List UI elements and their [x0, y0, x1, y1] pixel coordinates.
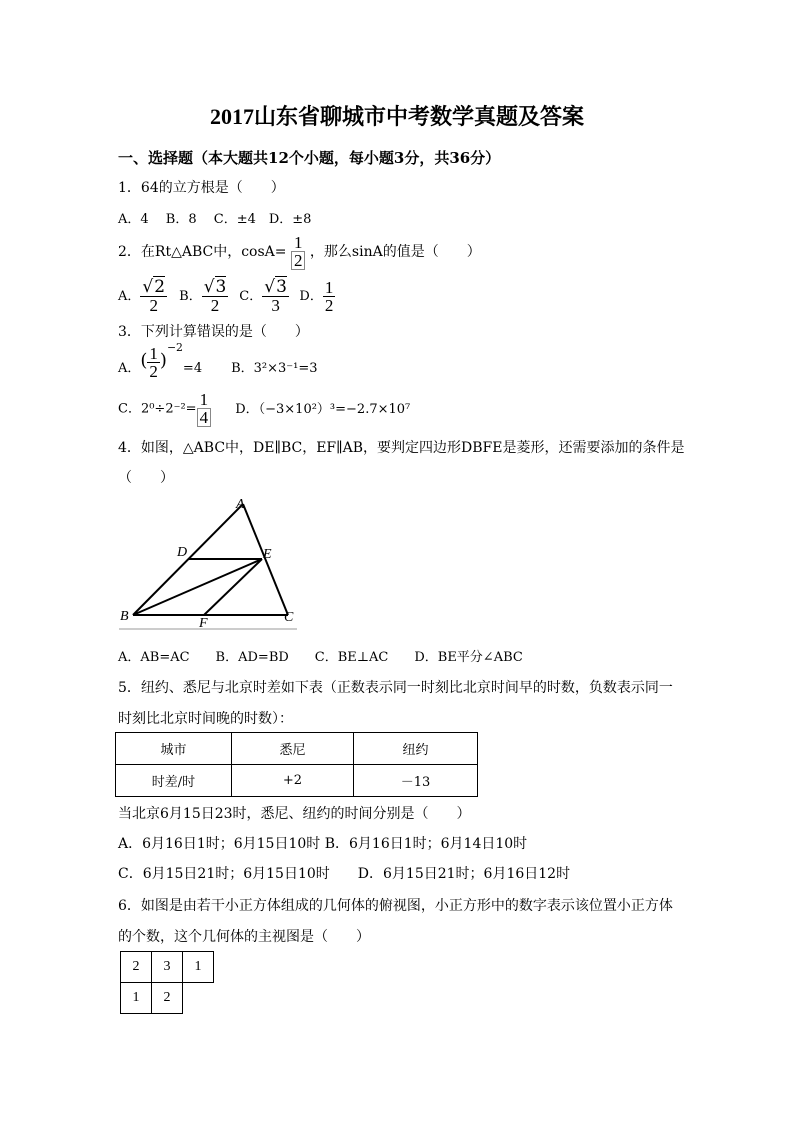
- q2-option-d: D． $\frac{1}{2}$: [299, 278, 334, 315]
- grid-cell: 3: [152, 952, 183, 983]
- top-view-grid: [120, 951, 214, 1014]
- table-cell: 城市: [116, 733, 232, 765]
- label-f: F: [199, 616, 208, 631]
- label-d: D: [177, 545, 188, 560]
- question-5-options-line2: C．6月15日21时；6月15日10时 D．6月15日21时；6月16日12时: [118, 866, 571, 882]
- grid-cell: 1: [183, 952, 214, 983]
- grid-cell: 2: [121, 952, 152, 983]
- q3-option-d: D．（−3×10²）³=−2.7×10⁷: [235, 401, 411, 417]
- table-cell: 纽约: [354, 733, 478, 765]
- q3-option-c-frac: $\frac{1}{4}$: [197, 391, 212, 427]
- label-e: E: [263, 547, 272, 562]
- q3-option-b: B．3²×3⁻¹=3: [231, 361, 318, 376]
- table-row: [121, 952, 214, 983]
- label-b: B: [120, 609, 129, 624]
- q3-option-a-rest: =4: [182, 361, 203, 376]
- question-3-options-cd: [118, 391, 410, 427]
- question-5-stem-line1: 5．纽约、悉尼与北京时差如下表（正数表示同一时刻比北京时间早的时数，负数表示同一: [118, 680, 673, 696]
- q3-option-c-pre: C．2⁰÷2⁻²=: [118, 401, 197, 417]
- table-cell: 时差/时: [116, 765, 232, 797]
- question-1-stem: 1．64的立方根是（ ）: [118, 180, 285, 196]
- question-4-options: A．AB=AC B．AD=BD C．BE⊥AC D．BE平分∠ABC: [118, 650, 523, 665]
- question-2-stem: [118, 234, 481, 270]
- page-title: 2017山东省聊城市中考数学真题及答案: [209, 104, 584, 129]
- table-cell: －13: [354, 765, 478, 797]
- question-3-stem: 3．下列计算错误的是（ ）: [118, 324, 309, 340]
- q2-frac-num: 1: [293, 233, 303, 252]
- grid-cell: 1: [121, 983, 152, 1014]
- question-5-question: 当北京6月15日23时，悉尼、纽约的时间分别是（ ）: [118, 806, 471, 822]
- section-heading: 一、选择题（本大题共12个小题，每小题3分，共36分）: [118, 149, 501, 167]
- question-4-stem-line1: 4．如图，△ABC中，DE∥BC，EF∥AB，要判定四边形DBFE是菱形，还需要添加的条件是: [118, 440, 685, 456]
- question-2-options: [118, 279, 335, 314]
- table-row: [116, 765, 478, 797]
- table-cell: 悉尼: [232, 733, 354, 765]
- label-c: C: [284, 610, 294, 625]
- q2-option-b: B． $\frac{√3}{2}$: [179, 277, 227, 315]
- question-6-stem-line2: 的个数，这个几何体的主视图是（ ）: [118, 929, 370, 945]
- table-cell: +2: [232, 765, 354, 797]
- question-1-options: A．4 B．8 C．±4 D．±8: [118, 212, 312, 227]
- q2-option-c: C． $\frac{√3}{3}$: [239, 277, 287, 315]
- q3-option-a-expr: ( $\frac{1}{2}$ )$^{-2}$: [140, 340, 183, 381]
- grid-cell-empty: [183, 983, 214, 1014]
- grid-cell: 2: [152, 983, 183, 1014]
- question-6-stem-line1: 6．如图是由若干小正方体组成的几何体的俯视图，小正方形中的数字表示该位置小正方体: [118, 898, 673, 914]
- label-a: A: [236, 497, 245, 512]
- question-3-options-ab: A．( $\frac{1}{2}$ )$^{-2}$=4 B．3²×3⁻¹=3: [118, 340, 318, 381]
- table-row: [116, 733, 478, 765]
- question-5-stem-line2: 时刻比北京时间晚的时数）：: [118, 711, 293, 727]
- question-4-stem-line2: （ ）: [118, 470, 174, 486]
- triangle-figure: [115, 493, 305, 633]
- question-5-options-line1: A．6月16日1时；6月15日10时 B．6月16日1时；6月14日10时: [118, 836, 528, 852]
- q2-frac-den: 2: [291, 251, 306, 270]
- q2-cos-fraction: [291, 234, 306, 270]
- time-difference-table: [115, 732, 478, 797]
- table-row: [121, 983, 214, 1014]
- q2-stem-pre: 2．在Rt△ABC中，cosA=: [118, 244, 287, 260]
- q2-stem-post: ，那么sinA的值是（ ）: [309, 244, 481, 260]
- q2-option-a: A． $\frac{√2}{2}$: [118, 277, 166, 315]
